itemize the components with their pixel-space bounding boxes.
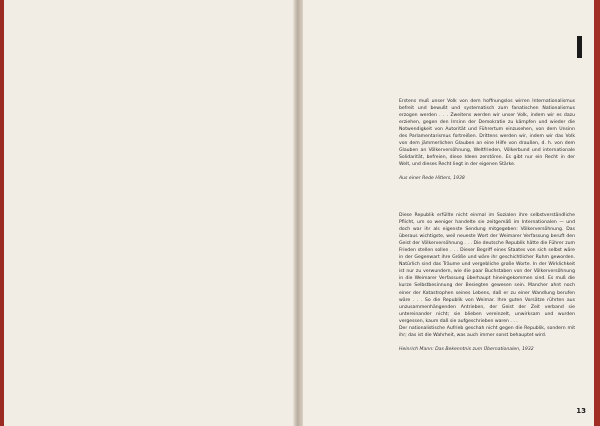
passage-mann-text: Diese Republik erfüllte nicht einmal im Sozialen ihre selbstverständliche Pflicht, um so weniger handelte sie zeitgemäß im Internationalen — und doch war ihr als eigenste Sendung mitgegeben: Völkerversöhnung. Das überaus wichtigste, weil neueste Wort der Weimarer Verfassung beruft den Geist der Völkerversöhnung . . . Die deutsche Republik hätte die Führer zum Frieden stellen sollen . . . Dieser Begriff eines Staates von sich selbst wäre in der Gegenwart ihre Größe und wäre ihr geschichtlicher Ruhm geworden. Natürlich sind das Träume und vergebliche große Worte. In der Wirklichkeit ist nur zu verwundern, wie die paar Buchstaben von der Völkerversöhnung in die Weimarer Verfassung überhaupt hineingekommen sind. Es muß die kurze Selbstbesinnung der Besiegten gewesen sein. Mancher ahnt noch einer der Katastrophen seines Lebens, daß er zu einer Wandlung berufen wäre . . . So die Republik von Weimar. Ihre guten Vorsätze rührten aus unzusammenhängenden Antrieben, der Geist der Zeit verband sie untereinander nicht; sie blieben vereinzelt, unwirksam und wurden vergessen, kaum daß sie aufgeschrieben waren . . .: [399, 213, 575, 324]
passage-hitler-source: Aus einer Rede Hitlers, 1938: [399, 176, 465, 182]
page-number: 13: [576, 407, 586, 415]
passage-mann-source: Heinrich Mann: Das Bekenntnis zum Übernationalen, 1932: [399, 346, 534, 352]
section-mark: [577, 36, 582, 58]
passage-mann-text-continued: Der nationalistische Aufrieb geschah nicht gegen die Republik, sondern mit ihr; das ist die Wahrheit, was auch immer sonst behauptet wird.: [399, 325, 575, 338]
passage-hitler-text: Erstens muß unser Volk von dem hoffnungslos wirren Internationalismus befreit und bewußt und systematisch zum fanatischen Nationalismus erzogen werden . . . Zweitens werden wir unser Volk, indem wir es dazu erziehen, gegen den Irrsinn der Demokratie zu kämpfen und wieder die Notwendigkeit von Autorität und Führertum einzusehen, von dem Unsinn des Parlamentarismus fortreißen. Drittens werden wir, indem wir das Volk von dem jämmerlichen Glauben an eine Hilfe von draußen, d. h. von dem Glauben an Völkerversöhnung, Weltfrieden, Völkerbund und internationale Solidarität, befreien, diese Ideen zerstören. Es gibt nur ein Recht in der Welt, und dieses Recht liegt in der eigenen Stärke.: [399, 99, 575, 168]
passage-mann: [399, 212, 575, 353]
book-gutter: [293, 0, 303, 426]
left-page-blank: [4, 0, 296, 426]
right-page-edge: [594, 0, 600, 426]
passage-hitler: [399, 98, 575, 183]
